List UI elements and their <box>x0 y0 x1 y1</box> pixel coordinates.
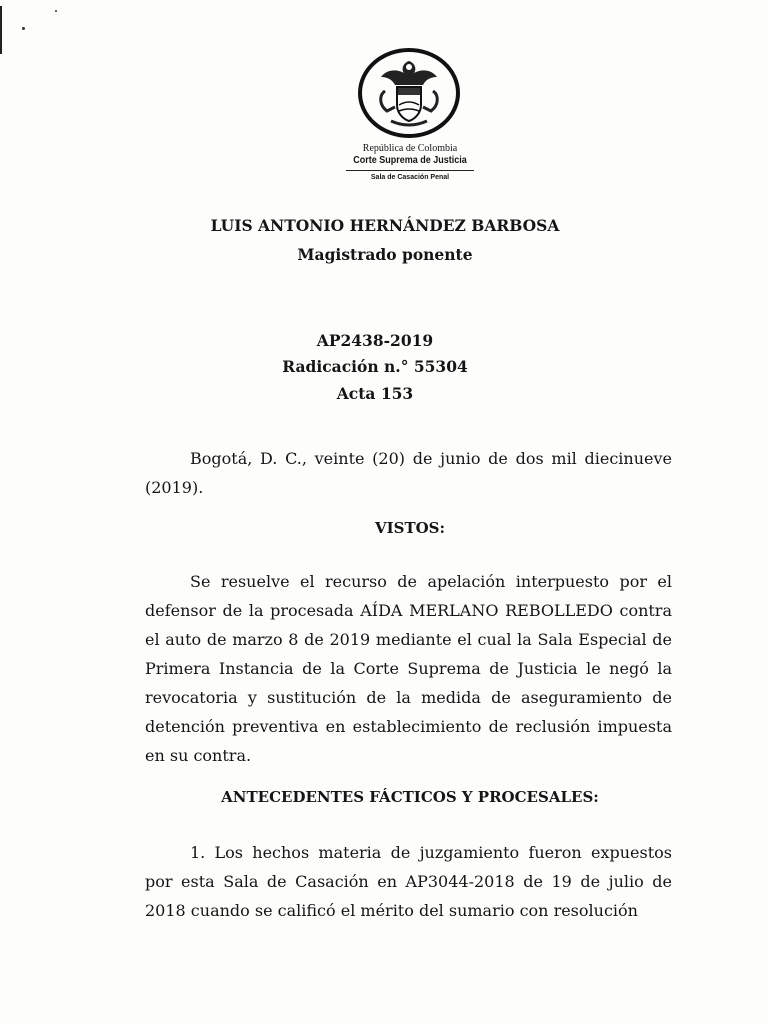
court-label: Corte Suprema de Justicia <box>353 155 467 166</box>
date-text: Bogotá, D. C., veinte (20) de junio de dos mil diecinueve (2019). <box>145 449 672 497</box>
scan-speck <box>55 10 57 12</box>
antecedentes-paragraph <box>145 838 672 925</box>
magistrate-role: Magistrado ponente <box>297 245 473 264</box>
vistos-paragraph <box>145 567 672 770</box>
caption-divider <box>346 170 474 171</box>
magistrate-name: LUIS ANTONIO HERNÁNDEZ BARBOSA <box>210 216 560 235</box>
republic-label: República de Colombia <box>362 143 458 154</box>
vistos-text: Se resuelve el recurso de apelación interpuesto por el defensor de la procesada AÍDA MERLANO REBOLLEDO contra el auto de marzo 8 de 2019 mediante el cual la Sala Especial de Primera Instancia de la Corte Suprema de Justicia le negó la revocatoria y sustitución de la medida de aseguramiento de detención preventiva en establecimiento de reclusión impuesta en su contra. <box>145 572 672 765</box>
case-code: AP2438-2019 <box>316 331 434 350</box>
antecedentes-heading: ANTECEDENTES FÁCTICOS Y PROCESALES: <box>221 788 599 806</box>
case-radicacion: Radicación n.° 55304 <box>282 357 468 376</box>
chamber-label: Sala de Casación Penal <box>370 174 450 181</box>
vistos-heading: VISTOS: <box>374 519 446 537</box>
seal-caption <box>330 143 490 182</box>
case-acta: Acta 153 <box>336 384 414 403</box>
colombia-coat-of-arms-seal-icon <box>357 47 461 139</box>
antecedentes-text: 1. Los hechos materia de juzgamiento fueron expuestos por esta Sala de Casación en AP3044-2018 de 19 de julio de 2018 cuando se calificó el mérito del sumario con resolución <box>145 843 672 920</box>
scan-edge-mark <box>0 6 2 54</box>
date-paragraph <box>145 444 672 502</box>
scan-speck <box>22 27 25 30</box>
